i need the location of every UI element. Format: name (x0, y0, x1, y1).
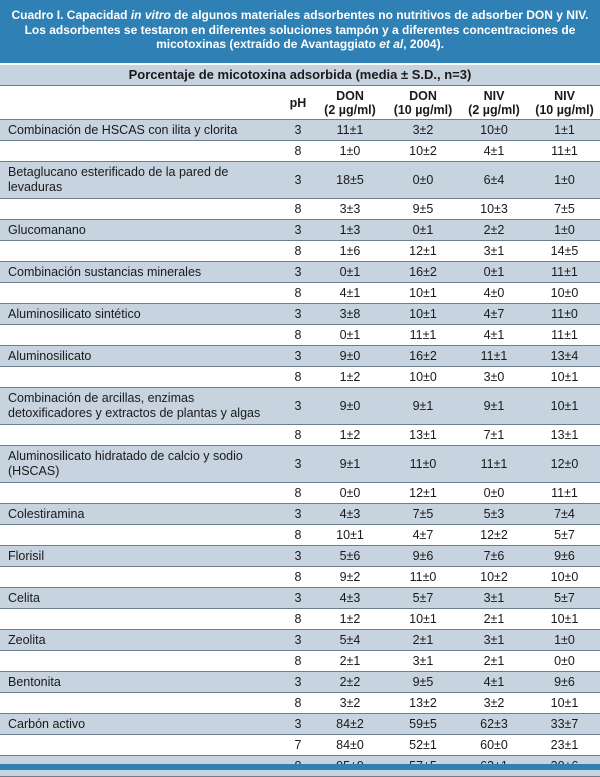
table-row (0, 546, 600, 567)
cell-name: Bentonita (0, 672, 283, 693)
table-row (0, 425, 600, 446)
cell-name: Colestiramina (0, 504, 283, 525)
cell-name (0, 567, 283, 588)
cell-niv10: 10±1 (529, 609, 600, 630)
header-ph: pH (283, 86, 313, 120)
cell-name (0, 525, 283, 546)
bottom-bar (0, 764, 600, 770)
table-row (0, 162, 600, 199)
header-line: NIV (554, 88, 575, 103)
cell-niv10: 13±4 (529, 346, 600, 367)
cell-niv2: 11±1 (459, 346, 529, 367)
cell-ph: 8 (283, 567, 313, 588)
cell-ph: 3 (283, 546, 313, 567)
cell-name: Florisil (0, 546, 283, 567)
cell-niv10: 11±0 (529, 304, 600, 325)
cell-don10: 13±2 (387, 693, 459, 714)
cell-don2: 4±3 (313, 504, 387, 525)
cell-name (0, 241, 283, 262)
table-row (0, 504, 600, 525)
cell-niv10: 11±1 (529, 262, 600, 283)
table-row (0, 220, 600, 241)
table-row (0, 588, 600, 609)
header-niv-10 (529, 86, 600, 120)
cell-name (0, 609, 283, 630)
cell-niv2: 3±2 (459, 693, 529, 714)
cell-niv10: 9±6 (529, 546, 600, 567)
cell-ph: 3 (283, 388, 313, 425)
cell-niv2: 6±4 (459, 162, 529, 199)
cell-ph: 8 (283, 141, 313, 162)
cell-niv2: 7±1 (459, 425, 529, 446)
cell-don10: 3±2 (387, 120, 459, 141)
header-line: NIV (483, 88, 505, 103)
cell-don10: 10±1 (387, 283, 459, 304)
cell-ph: 8 (283, 693, 313, 714)
cell-name (0, 367, 283, 388)
cell-niv10: 7±5 (529, 199, 600, 220)
cell-niv10: 10±0 (529, 567, 600, 588)
cell-don10: 16±2 (387, 262, 459, 283)
cell-ph: 8 (283, 609, 313, 630)
cell-don2: 9±2 (313, 567, 387, 588)
cell-niv2: 62±3 (459, 714, 529, 735)
cell-name (0, 199, 283, 220)
cell-don2: 3±8 (313, 304, 387, 325)
cell-niv2: 11±1 (459, 446, 529, 483)
cell-don10: 3±1 (387, 651, 459, 672)
cell-name: Aluminosilicato sintético (0, 304, 283, 325)
cell-niv10: 13±1 (529, 425, 600, 446)
table-row (0, 388, 600, 425)
cell-ph: 3 (283, 504, 313, 525)
header-row (0, 86, 600, 120)
cell-niv10: 10±1 (529, 693, 600, 714)
cell-don2: 1±6 (313, 241, 387, 262)
cell-don2: 2±2 (313, 672, 387, 693)
cell-ph: 3 (283, 162, 313, 199)
cell-name (0, 141, 283, 162)
cell-name (0, 283, 283, 304)
cell-don2: 3±3 (313, 199, 387, 220)
cell-niv10: 14±5 (529, 241, 600, 262)
cell-ph: 3 (283, 346, 313, 367)
table-row (0, 262, 600, 283)
cell-niv10: 1±0 (529, 630, 600, 651)
cell-niv10: 11±1 (529, 141, 600, 162)
cell-don10: 11±1 (387, 325, 459, 346)
cell-niv10: 10±1 (529, 367, 600, 388)
cell-ph: 3 (283, 446, 313, 483)
header-line: DON (336, 88, 364, 103)
header-line: DON (409, 88, 437, 103)
cell-name: Aluminosilicato hidratado de calcio y sodio (HSCAS) (0, 446, 283, 483)
cell-niv10: 5±7 (529, 588, 600, 609)
table-row (0, 567, 600, 588)
cell-niv10: 23±1 (529, 735, 600, 756)
cell-niv2: 4±7 (459, 304, 529, 325)
cell-don10: 11±0 (387, 567, 459, 588)
cell-niv2: 10±0 (459, 120, 529, 141)
cell-niv10: 1±1 (529, 120, 600, 141)
cell-niv10: 12±0 (529, 446, 600, 483)
cell-ph: 3 (283, 304, 313, 325)
cell-name: Celita (0, 588, 283, 609)
cell-don10: 12±1 (387, 241, 459, 262)
cell-name (0, 735, 283, 756)
cell-ph: 3 (283, 120, 313, 141)
cell-don2: 4±3 (313, 588, 387, 609)
cell-niv2: 4±1 (459, 672, 529, 693)
cell-don2: 1±3 (313, 220, 387, 241)
caption-italic: in vitro (130, 8, 171, 22)
cell-don2: 84±0 (313, 735, 387, 756)
cell-don2: 11±1 (313, 120, 387, 141)
cell-niv10: 0±0 (529, 651, 600, 672)
cell-don10: 5±7 (387, 588, 459, 609)
cell-niv2: 9±1 (459, 388, 529, 425)
header-material (0, 86, 283, 120)
cell-don10: 0±0 (387, 162, 459, 199)
cell-name (0, 425, 283, 446)
cell-don2: 9±1 (313, 446, 387, 483)
table-row (0, 651, 600, 672)
cell-name: Aluminosilicato (0, 346, 283, 367)
cell-ph: 3 (283, 630, 313, 651)
cell-niv2: 10±3 (459, 199, 529, 220)
table-row (0, 141, 600, 162)
cell-niv2: 5±3 (459, 504, 529, 525)
table-row (0, 325, 600, 346)
cell-don10: 59±5 (387, 714, 459, 735)
cell-niv10: 7±4 (529, 504, 600, 525)
header-don-2 (313, 86, 387, 120)
cell-don2: 84±2 (313, 714, 387, 735)
cell-don2: 9±0 (313, 346, 387, 367)
cell-don10: 9±6 (387, 546, 459, 567)
cell-niv2: 3±1 (459, 588, 529, 609)
cell-niv10: 1±0 (529, 220, 600, 241)
cell-niv10: 11±1 (529, 325, 600, 346)
cell-don2: 0±0 (313, 483, 387, 504)
header-line: (2 µg/ml) (468, 102, 520, 117)
table-row (0, 283, 600, 304)
cell-don2: 10±1 (313, 525, 387, 546)
table-row (0, 693, 600, 714)
cell-don2: 18±5 (313, 162, 387, 199)
table-row (0, 241, 600, 262)
cell-niv10: 9±6 (529, 672, 600, 693)
cell-don2: 2±1 (313, 651, 387, 672)
cell-ph: 8 (283, 367, 313, 388)
cell-niv10: 10±1 (529, 388, 600, 425)
cell-niv2: 4±1 (459, 325, 529, 346)
header-line: (2 µg/ml) (324, 102, 376, 117)
cell-don10: 9±1 (387, 388, 459, 425)
cell-don10: 11±0 (387, 446, 459, 483)
table-row (0, 630, 600, 651)
cell-name: Combinación de arcillas, enzimas detoxificadores y extractos de plantas y algas (0, 388, 283, 425)
table-row (0, 609, 600, 630)
cell-ph: 8 (283, 241, 313, 262)
cell-name (0, 693, 283, 714)
caption-text: , 2004). (403, 37, 444, 51)
cell-name: Combinación de HSCAS con ilita y clorita (0, 120, 283, 141)
cell-niv10: 5±7 (529, 525, 600, 546)
cell-niv2: 7±6 (459, 546, 529, 567)
table-body (0, 120, 600, 777)
header-line: (10 µg/ml) (535, 102, 594, 117)
caption-italic: et al (379, 37, 404, 51)
cell-name (0, 483, 283, 504)
cell-ph: 8 (283, 483, 313, 504)
cell-niv10: 10±0 (529, 283, 600, 304)
cell-ph: 8 (283, 199, 313, 220)
header-don-10 (387, 86, 459, 120)
cell-niv2: 2±1 (459, 651, 529, 672)
cell-don10: 13±1 (387, 425, 459, 446)
cell-don2: 4±1 (313, 283, 387, 304)
cell-niv10: 1±0 (529, 162, 600, 199)
cell-don2: 1±2 (313, 425, 387, 446)
cell-don2: 1±2 (313, 367, 387, 388)
caption-text: Cuadro I. Capacidad (11, 8, 131, 22)
header-niv-2 (459, 86, 529, 120)
cell-niv2: 3±1 (459, 630, 529, 651)
cell-ph: 3 (283, 672, 313, 693)
cell-niv2: 10±2 (459, 567, 529, 588)
cell-name: Carbón activo (0, 714, 283, 735)
cell-ph: 3 (283, 220, 313, 241)
cell-niv10: 11±1 (529, 483, 600, 504)
table-caption (0, 0, 600, 63)
cell-niv2: 3±1 (459, 241, 529, 262)
cell-niv2: 12±2 (459, 525, 529, 546)
cell-niv2: 60±0 (459, 735, 529, 756)
cell-ph: 3 (283, 588, 313, 609)
cell-name: Betaglucano esterificado de la pared de levaduras (0, 162, 283, 199)
cell-don10: 10±1 (387, 609, 459, 630)
cell-don10: 9±5 (387, 199, 459, 220)
cell-don10: 12±1 (387, 483, 459, 504)
cell-name (0, 651, 283, 672)
cell-don10: 16±2 (387, 346, 459, 367)
cell-niv2: 4±0 (459, 283, 529, 304)
table-row (0, 672, 600, 693)
cell-ph: 8 (283, 283, 313, 304)
cell-don10: 9±5 (387, 672, 459, 693)
cell-ph: 8 (283, 525, 313, 546)
cell-name: Glucomanano (0, 220, 283, 241)
table-row (0, 735, 600, 756)
cell-name: Zeolita (0, 630, 283, 651)
cell-don10: 7±5 (387, 504, 459, 525)
cell-don2: 1±0 (313, 141, 387, 162)
table-row (0, 446, 600, 483)
cell-ph: 3 (283, 262, 313, 283)
table-row (0, 304, 600, 325)
cell-niv2: 0±0 (459, 483, 529, 504)
cell-don2: 9±0 (313, 388, 387, 425)
table-row (0, 199, 600, 220)
cell-ph: 8 (283, 651, 313, 672)
table-row (0, 714, 600, 735)
cell-niv2: 4±1 (459, 141, 529, 162)
cell-don10: 0±1 (387, 220, 459, 241)
table-row (0, 346, 600, 367)
cell-don10: 10±2 (387, 141, 459, 162)
cell-niv2: 2±2 (459, 220, 529, 241)
cell-don10: 10±1 (387, 304, 459, 325)
cell-don10: 4±7 (387, 525, 459, 546)
cell-don10: 52±1 (387, 735, 459, 756)
cell-don2: 0±1 (313, 325, 387, 346)
cell-don2: 1±2 (313, 609, 387, 630)
cell-don2: 3±2 (313, 693, 387, 714)
cell-name: Combinación sustancias minerales (0, 262, 283, 283)
cell-don2: 5±6 (313, 546, 387, 567)
table-row (0, 367, 600, 388)
table-row (0, 120, 600, 141)
cell-niv2: 0±1 (459, 262, 529, 283)
adsorption-table (0, 86, 600, 777)
cell-ph: 8 (283, 325, 313, 346)
cell-ph: 7 (283, 735, 313, 756)
cell-niv2: 2±1 (459, 609, 529, 630)
header-line: (10 µg/ml) (393, 102, 453, 117)
cell-don2: 0±1 (313, 262, 387, 283)
cell-niv2: 3±0 (459, 367, 529, 388)
table-subheader: Porcentaje de micotoxina adsorbida (media ± S.D., n=3) (0, 63, 600, 86)
cell-don2: 5±4 (313, 630, 387, 651)
table-row (0, 483, 600, 504)
cell-ph: 8 (283, 425, 313, 446)
cell-ph: 3 (283, 714, 313, 735)
caption-text: de algunos materiales adsorbentes no nutritivos de adsorber DON y NIV. Los adsorbentes se testaron en diferentes soluciones tampón y a diferentes concentraciones de micotoxinas (extraído de Avantaggiato (24, 8, 589, 51)
table-row (0, 525, 600, 546)
cell-don10: 2±1 (387, 630, 459, 651)
cell-niv10: 33±7 (529, 714, 600, 735)
cell-don10: 10±0 (387, 367, 459, 388)
cell-name (0, 325, 283, 346)
